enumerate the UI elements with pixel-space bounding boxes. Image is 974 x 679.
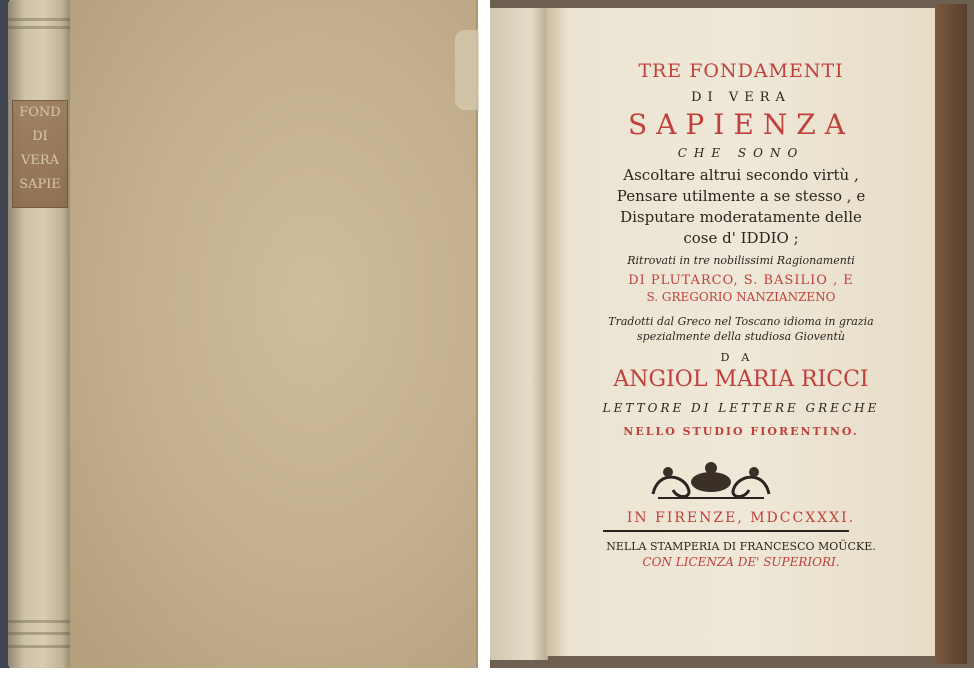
title-main: SAPIENZA [628,108,854,141]
title-line: cose d' IDDIO ; [683,229,799,247]
title-line: DI VERA [691,90,791,105]
ornament-icon [648,460,774,500]
title-line: Pensare utilmente a se stesso , e [616,187,866,205]
spine-label-line: SAPIE [19,177,61,192]
spine-label-line: FOND [19,105,61,120]
title-line: DA [720,351,762,364]
imprint-place-date: IN FIRENZE, MDCCXXXI. [626,510,856,526]
spine-label [12,100,68,208]
divider-rule [603,530,849,532]
spine-label-line: VERA [20,153,60,168]
title-line: Ascoltare altrui secondo virtù , [623,166,859,184]
title-line: Disputare moderatamente delle [620,208,862,226]
cover-wear [455,30,479,110]
title-line: Tradotti dal Greco nel Toscano idioma in grazia [608,315,874,328]
author-name: ANGIOL MARIA RICCI [613,367,869,392]
title-line: Ritrovati in tre nobilissimi Ragionamenti [627,254,855,267]
book-edge [935,4,967,664]
title-line: NELLO STUDIO FIORENTINO. [623,425,859,438]
license-line: CON LICENZA DE' SUPERIORI. [642,555,840,569]
printer-line: NELLA STAMPERIA DI FRANCESCO MOÜCKE. [606,540,876,553]
title-line: S. GREGORIO NANZIANZENO [646,290,836,304]
title-line: DI PLUTARCO, S. BASILIO , E [628,273,854,288]
title-line: CHE SONO [677,146,805,160]
endpaper [490,8,548,660]
title-line: LETTORE DI LETTERE GRECHE [602,401,880,415]
spine-label-line: DI [32,129,48,144]
title-line: TRE FONDAMENTI [638,60,844,82]
title-line: spezialmente della studiosa Gioventù [637,330,845,343]
vellum-cover [70,0,478,668]
